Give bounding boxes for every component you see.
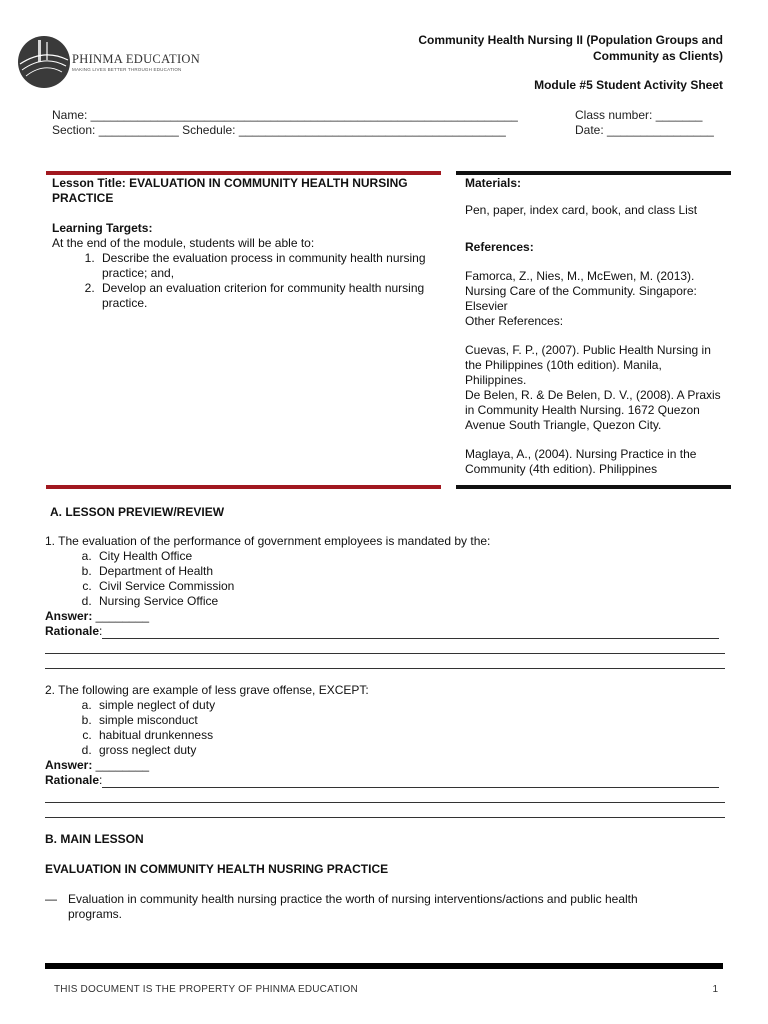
section-schedule-field[interactable]: Section: ____________ Schedule: ________________________________________ <box>52 123 506 137</box>
question-2: 2. The following are example of less grave offense, EXCEPT: a. simple neglect of duty b. simple misconduct c. habitual drunkenness d. gross neglect duty Answer: ________ Rationale : <box>45 683 725 818</box>
question-text: 2. The following are example of less grave offense, EXCEPT: <box>45 683 369 697</box>
rationale-line[interactable] <box>45 639 725 654</box>
main-lesson-subheading: EVALUATION IN COMMUNITY HEALTH NUSRING PRACTICE <box>45 862 389 876</box>
targets-intro: At the end of the module, students will be able to: <box>52 236 315 250</box>
question-options <box>45 549 725 609</box>
answer-blank[interactable]: ________ <box>92 758 150 772</box>
section-b-heading: B. MAIN LESSON <box>45 832 144 846</box>
target-item: 2. Develop an evaluation criterion for community health nursing practice. <box>98 281 432 311</box>
option-item: b. simple misconduct <box>95 713 725 728</box>
materials-box-top-rule <box>456 171 731 175</box>
rationale-line[interactable] <box>45 788 725 803</box>
lesson-box <box>52 176 432 311</box>
materials-box-bottom-rule <box>456 485 731 489</box>
target-item: 1. Describe the evaluation process in community health nursing practice; and, <box>98 251 432 281</box>
option-item: d. Nursing Service Office <box>95 594 725 609</box>
lesson-box-top-rule <box>46 171 441 175</box>
references-heading: References: <box>465 240 534 254</box>
answer-label: Answer: <box>45 609 93 623</box>
class-number-field[interactable]: Class number: _______ <box>575 108 703 122</box>
question-1: 1. The evaluation of the performance of government employees is mandated by the: a. City Health Office b. Department of Health c. Civil Service Commission d. Nursing Service Office Answer: ________ Rationale : <box>45 534 725 669</box>
lesson-title: Lesson Title: EVALUATION IN COMMUNITY HEALTH NURSING PRACTICE <box>52 176 408 205</box>
option-item: c. habitual drunkenness <box>95 728 725 743</box>
answer-blank[interactable]: ________ <box>92 609 150 623</box>
option-item: c. Civil Service Commission <box>95 579 725 594</box>
reference-item: Maglaya, A., (2004). Nursing Practice in the Community (4th edition). Philippines <box>465 447 697 476</box>
option-item: a. City Health Office <box>95 549 725 564</box>
materials-box <box>465 176 725 477</box>
materials-text: Pen, paper, index card, book, and class List <box>465 203 698 217</box>
materials-heading: Materials: <box>465 176 522 190</box>
footer-rule <box>45 963 723 969</box>
rationale-line[interactable] <box>45 803 725 818</box>
reference-item: Cuevas, F. P., (2007). Public Health Nursing in the Philippines (10th edition). Manila, Philippines. <box>465 343 711 387</box>
section-a-heading: A. LESSON PREVIEW/REVIEW <box>50 505 225 519</box>
rationale-line[interactable] <box>102 775 719 788</box>
option-item: b. Department of Health <box>95 564 725 579</box>
question-options <box>45 698 725 758</box>
option-item: a. simple neglect of duty <box>95 698 725 713</box>
dash-bullet: — <box>45 892 57 906</box>
module-title: Module #5 Student Activity Sheet <box>534 78 723 92</box>
targets-heading: Learning Targets: <box>52 221 153 235</box>
course-title: Community Health Nursing II (Population Groups and Community as Clients) <box>418 33 723 63</box>
main-lesson-paragraph: Evaluation in community health nursing practice the worth of nursing interventions/actions and public health programs. <box>68 892 638 921</box>
rationale-label: Rationale <box>45 624 100 638</box>
other-references-label: Other References: <box>465 314 564 328</box>
reference-item: Famorca, Z., Nies, M., McEwen, M. (2013). Nursing Care of the Community. Singapore: Elsevier <box>465 269 697 313</box>
lesson-box-bottom-rule <box>46 485 441 489</box>
rationale-line[interactable] <box>102 626 719 639</box>
footer-text: THIS DOCUMENT IS THE PROPERTY OF PHINMA EDUCATION <box>54 984 358 995</box>
name-field[interactable]: Name: ________________________________________________________________ <box>52 108 518 122</box>
answer-label: Answer: <box>45 758 93 772</box>
date-field[interactable]: Date: ________________ <box>575 123 714 137</box>
page-number: 1 <box>712 984 718 995</box>
logo-name: PHINMA EDUCATION <box>72 52 201 66</box>
logo-tagline: MAKING LIVES BETTER THROUGH EDUCATION <box>72 67 182 72</box>
question-text: 1. The evaluation of the performance of government employees is mandated by the: <box>45 534 491 548</box>
option-item: d. gross neglect duty <box>95 743 725 758</box>
reference-item: De Belen, R. & De Belen, D. V., (2008). A Praxis in Community Health Nursing. 1672 Quezon Avenue South Triangle, Quezon City. <box>465 388 721 432</box>
targets-list <box>52 251 432 311</box>
rationale-line[interactable] <box>45 654 725 669</box>
rationale-label: Rationale <box>45 773 100 787</box>
